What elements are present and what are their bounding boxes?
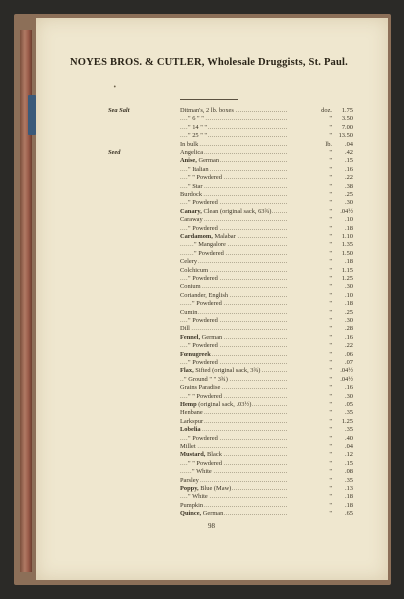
price-value: .25 xyxy=(345,308,353,316)
item-name: " " Powdered . . . xyxy=(180,173,332,182)
item-name: Colchicum . . . xyxy=(180,266,324,275)
item-name: Quince, German . . . xyxy=(180,509,324,518)
unit-label: " xyxy=(329,443,332,450)
unit-label: " xyxy=(329,123,332,131)
item-name: " " Powdered . . . xyxy=(180,459,332,468)
price-value: 3.50 xyxy=(341,115,353,123)
unit-label: " xyxy=(329,275,332,282)
unit-label: " xyxy=(329,459,332,467)
category-label: Seed xyxy=(108,149,121,156)
unit-label: " xyxy=(329,165,332,173)
price-value: .18 xyxy=(345,258,353,266)
item-name: " 6 " " . . . xyxy=(180,114,332,123)
price-value: .07 xyxy=(345,359,353,366)
price-value: .04 xyxy=(345,140,353,148)
price-value: .04½ xyxy=(340,207,353,215)
item-name: Cardamom, Malabar . . . xyxy=(180,232,324,241)
price-value: .16 xyxy=(345,333,353,341)
unit-label: " xyxy=(329,359,332,366)
price-value: 1.25 xyxy=(341,417,353,425)
item-name: " Powdered . . . xyxy=(180,358,332,367)
item-name: Pumpkin . . . xyxy=(180,501,324,510)
item-name: " Italian . . . xyxy=(180,165,332,174)
price-value: .18 xyxy=(345,300,353,308)
price-value: 1.10 xyxy=(341,233,353,240)
unit-label: " xyxy=(329,182,332,190)
item-name: Grains Paradise . . . xyxy=(180,383,324,392)
price-value: 1.35 xyxy=(341,241,353,249)
item-name: " Powdered . . . xyxy=(180,316,332,325)
unit-label: " xyxy=(329,317,332,324)
item-name: Coriander, English . . . xyxy=(180,291,324,300)
price-value: 7.00 xyxy=(341,123,353,131)
price-value: .22 xyxy=(345,174,353,182)
unit-label: " xyxy=(329,510,332,518)
price-value: .16 xyxy=(345,165,353,173)
price-value: .30 xyxy=(345,283,353,291)
item-name: Parsley . . . xyxy=(180,476,324,485)
unit-label: " xyxy=(329,258,332,266)
item-name: " Powdered . . . xyxy=(180,434,332,443)
price-value: .22 xyxy=(345,342,353,350)
unit-label: " xyxy=(329,216,332,224)
price-value: .35 xyxy=(345,409,353,417)
price-value: .35 xyxy=(345,476,353,484)
price-value: 1.15 xyxy=(341,266,353,274)
item-name: " Powdered . . . xyxy=(180,198,332,207)
item-name-bold: Fœnugreek xyxy=(180,350,211,358)
item-name-bold: Mustard, xyxy=(180,451,206,459)
unit-label: " xyxy=(329,291,332,299)
item-name: " " Powdered . . . xyxy=(180,392,332,401)
unit-label: " xyxy=(329,224,332,232)
unit-label: " xyxy=(329,476,332,484)
price-value: .10 xyxy=(345,291,353,299)
item-name: Celery . . . xyxy=(180,257,324,266)
item-name: Henbane . . . xyxy=(180,408,324,417)
item-name: " Powdered . . . xyxy=(180,299,336,308)
price-value: .18 xyxy=(345,493,353,501)
unit-label: " xyxy=(329,426,332,434)
item-name: Mustard, Black . . . xyxy=(180,450,324,459)
item-name-bold: Cardamom, xyxy=(180,233,213,240)
unit-label: " xyxy=(329,501,332,509)
price-value: 1.75 xyxy=(341,107,353,114)
unit-label: " xyxy=(329,493,332,501)
price-value: .30 xyxy=(345,392,353,400)
price-value: .35 xyxy=(345,426,353,434)
price-value: .30 xyxy=(345,317,353,324)
unit-label: " xyxy=(329,342,332,350)
item-name: " 14 " " . . . xyxy=(180,123,332,132)
price-value: .15 xyxy=(345,459,353,467)
unit-label: " xyxy=(329,266,332,274)
item-name: " 25 " " . . . xyxy=(180,131,332,140)
unit-label: " xyxy=(329,199,332,207)
price-value: 1.50 xyxy=(341,249,353,257)
item-name-bold: Quince, xyxy=(180,510,202,518)
category-label: Sea Salt xyxy=(108,107,130,114)
item-name: Burdock . . . xyxy=(180,190,324,199)
item-name: Hemp (original sack, .03½) . . . xyxy=(180,400,324,409)
unit-label: " xyxy=(329,417,332,425)
ornament-dot: • xyxy=(113,84,117,91)
unit-label: " xyxy=(329,308,332,316)
price-value: .25 xyxy=(345,191,353,198)
price-value: .40 xyxy=(345,434,353,442)
item-name: Dill . . . xyxy=(180,324,324,333)
price-value: 1.25 xyxy=(341,275,353,282)
unit-label: " xyxy=(329,451,332,459)
unit-label: lb. xyxy=(325,140,332,148)
unit-label: " xyxy=(329,249,332,257)
price-value: .05 xyxy=(345,401,353,408)
price-value: .06 xyxy=(345,350,353,358)
price-row xyxy=(0,509,404,518)
unit-label: " xyxy=(329,233,332,240)
item-name-bold: Lobelia xyxy=(180,426,201,434)
page-header: NOYES BROS. & CUTLER, Wholesale Druggists, St. Paul. xyxy=(70,57,348,68)
unit-label: " xyxy=(329,392,332,400)
unit-label: " xyxy=(329,174,332,182)
price-value: .08 xyxy=(345,468,353,476)
price-value: .16 xyxy=(345,384,353,392)
unit-label: " xyxy=(329,468,332,476)
price-value: .13 xyxy=(345,485,353,492)
item-name: Caraway . . . xyxy=(180,215,324,224)
price-value: .12 xyxy=(345,451,353,459)
unit-label: " xyxy=(329,157,332,165)
item-name: Anise, German . . . xyxy=(180,156,324,165)
unit-label: " xyxy=(329,191,332,198)
unit-label: " xyxy=(329,350,332,358)
item-name-bold: Poppy, xyxy=(180,485,199,492)
unit-label: " xyxy=(329,333,332,341)
price-value: .10 xyxy=(345,216,353,224)
price-value: .65 xyxy=(345,510,353,518)
item-name: " White . . . xyxy=(180,492,332,501)
unit-label: " xyxy=(329,485,332,492)
item-name: Fennel, German . . . xyxy=(180,333,324,342)
unit-label: " xyxy=(329,367,332,375)
unit-label: " xyxy=(329,434,332,442)
price-value: .30 xyxy=(345,199,353,207)
unit-label: " xyxy=(329,300,332,308)
price-value: .04 xyxy=(345,443,353,450)
price-value: .04½ xyxy=(340,367,353,375)
page-number: 98 xyxy=(208,522,215,530)
item-name: " Powdered . . . xyxy=(180,341,332,350)
unit-label: " xyxy=(329,149,332,156)
item-name-bold: Anise, xyxy=(180,157,197,165)
item-name: " Powdered . . . xyxy=(180,249,338,258)
item-name-bold: Fennel, xyxy=(180,333,201,341)
price-value: .04½ xyxy=(340,375,353,383)
price-value: .15 xyxy=(345,157,353,165)
item-name: Conium . . . xyxy=(180,282,324,291)
unit-label: " xyxy=(329,241,332,249)
unit-label: " xyxy=(329,409,332,417)
item-name-bold: Flax, xyxy=(180,367,194,375)
item-name: Millet . . . xyxy=(180,442,324,451)
price-value: .18 xyxy=(345,224,353,232)
item-name: Cumin . . . xyxy=(180,308,324,317)
item-name: " Powdered . . . xyxy=(180,274,332,283)
item-name-bold: Hemp xyxy=(180,401,197,408)
item-name-bold: Canary, xyxy=(180,207,202,215)
item-name: Ditman's, 2 lb. boxes . . . xyxy=(180,106,324,115)
item-name: Angelica . . . xyxy=(180,148,324,157)
item-name: " Mangalore . . . xyxy=(180,240,338,249)
header-rule xyxy=(180,99,238,100)
unit-label: " xyxy=(329,132,332,140)
unit-label: " xyxy=(329,207,332,215)
unit-label: " xyxy=(329,283,332,291)
item-name: " Ground " " 3¾) . . . xyxy=(180,375,328,384)
unit-label: doz. xyxy=(321,107,332,114)
item-name: Canary, Clean (original sack, 63¾) . . . xyxy=(180,207,324,216)
item-name: " White . . . xyxy=(180,467,336,476)
price-value: .42 xyxy=(345,149,353,156)
item-name: " Powdered . . . xyxy=(180,224,332,233)
price-value: .18 xyxy=(345,501,353,509)
unit-label: " xyxy=(329,115,332,123)
item-name: Larkspur . . . xyxy=(180,417,324,426)
price-value: .28 xyxy=(345,325,353,333)
unit-label: " xyxy=(329,384,332,392)
item-name: Poppy, Blue (Maw) . . . xyxy=(180,484,324,493)
unit-label: " xyxy=(329,375,332,383)
price-value: .38 xyxy=(345,182,353,190)
item-name: Flax, Sifted (original sack, 3¾) . . . xyxy=(180,366,324,375)
price-value: 13.50 xyxy=(338,132,353,140)
item-name: In bulk . . . xyxy=(180,140,324,149)
item-name: " Star . . . xyxy=(180,182,332,191)
unit-label: " xyxy=(329,401,332,408)
unit-label: " xyxy=(329,325,332,333)
